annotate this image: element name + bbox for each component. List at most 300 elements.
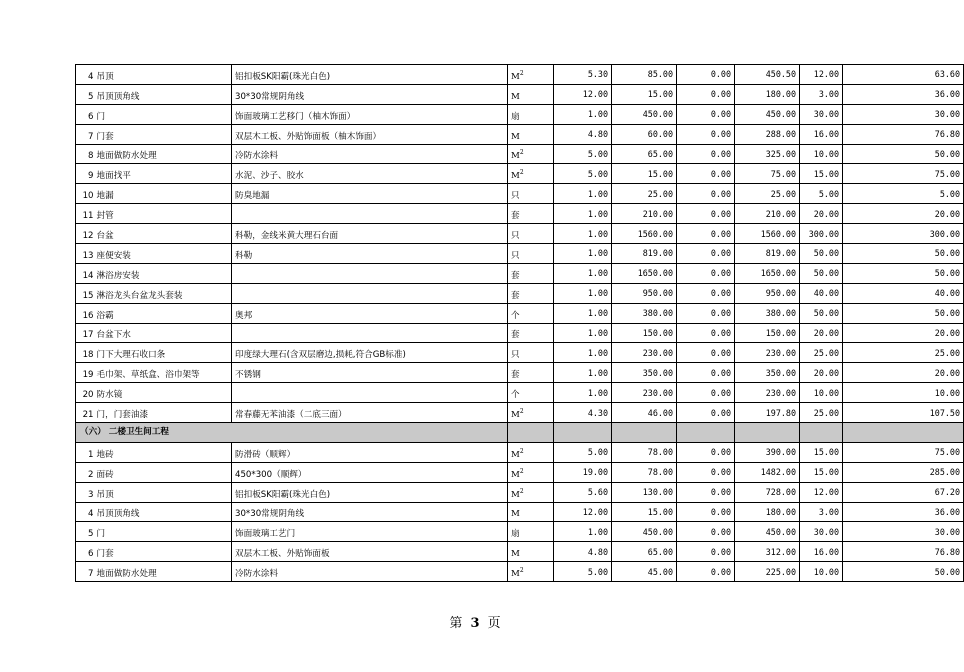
item-name: 淋浴龙头台盆龙头套装 [96,283,232,303]
labor-price: 50.00 [800,303,843,323]
item-unit [508,65,554,85]
item-name: 封管 [96,204,232,224]
auxiliary: 0.00 [677,303,735,323]
item-number: 6 [76,542,96,562]
quantity: 1.00 [554,244,612,264]
item-unit [508,144,554,164]
unit-price: 450.00 [612,104,677,124]
material-total: 230.00 [735,343,800,363]
unit-price: 45.00 [612,562,677,582]
labor-price: 30.00 [800,522,843,542]
labor-total: 50.00 [843,303,964,323]
material-total: 450.00 [735,522,800,542]
material-total: 390.00 [735,442,800,462]
labor-price: 16.00 [800,124,843,144]
unit-text: 只 [511,231,520,242]
table-row [76,104,964,124]
item-unit [508,482,554,502]
item-number: 5 [76,522,96,542]
auxiliary: 0.00 [677,462,735,482]
labor-price: 15.00 [800,462,843,482]
auxiliary: 0.00 [677,383,735,403]
item-unit [508,263,554,283]
unit-price: 25.00 [612,184,677,204]
item-unit [508,224,554,244]
auxiliary: 0.00 [677,244,735,264]
table-row [76,263,964,283]
table-row [76,283,964,303]
unit-price: 350.00 [612,363,677,383]
material-total: 325.00 [735,144,800,164]
quantity: 1.00 [554,204,612,224]
auxiliary: 0.00 [677,403,735,423]
item-name: 吊顶 [96,65,232,85]
auxiliary: 0.00 [677,343,735,363]
item-name: 地面找平 [96,164,232,184]
unit-price: 15.00 [612,84,677,104]
item-number: 9 [76,164,96,184]
material-total: 728.00 [735,482,800,502]
quantity: 1.00 [554,323,612,343]
quantity: 4.80 [554,542,612,562]
item-unit [508,542,554,562]
unit-text: M [511,569,520,580]
item-unit [508,164,554,184]
table-row [76,144,964,164]
item-unit [508,502,554,522]
unit-price: 78.00 [612,442,677,462]
labor-price: 10.00 [800,562,843,582]
labor-total: 63.60 [843,65,964,85]
quantity: 4.80 [554,124,612,144]
unit-superscript: 2 [519,567,524,575]
item-material: 冷防水涂料 [232,144,508,164]
page-prefix: 第 [449,616,463,631]
item-material: 印度绿大理石(含双层磨边,损耗,符合GB标准) [232,343,508,363]
item-material: 铝扣板SK阳霸(珠光白色) [232,65,508,85]
table-row [76,164,964,184]
quantity: 1.00 [554,224,612,244]
item-number: 21 [76,403,96,423]
unit-price: 85.00 [612,65,677,85]
table-row [76,124,964,144]
item-number: 18 [76,343,96,363]
unit-price: 1560.00 [612,224,677,244]
item-unit [508,343,554,363]
item-name: 地漏 [96,184,232,204]
labor-price: 50.00 [800,244,843,264]
unit-superscript: 2 [519,447,524,455]
quantity: 1.00 [554,104,612,124]
item-name: 门 [96,104,232,124]
quantity: 5.00 [554,562,612,582]
item-name: 门下大理石收口条 [96,343,232,363]
item-number: 20 [76,383,96,403]
unit-text: 套 [511,330,520,341]
item-material [232,383,508,403]
labor-total: 5.00 [843,184,964,204]
section-empty-cell [735,423,800,443]
auxiliary: 0.00 [677,283,735,303]
item-material: 不锈钢 [232,363,508,383]
item-name: 吊顶 [96,482,232,502]
unit-superscript: 2 [519,467,524,475]
table-row [76,442,964,462]
item-number: 10 [76,184,96,204]
item-unit [508,124,554,144]
unit-price: 65.00 [612,144,677,164]
material-total: 1560.00 [735,224,800,244]
labor-total: 76.80 [843,542,964,562]
item-unit [508,303,554,323]
unit-text: 套 [511,370,520,381]
item-material: 双层木工板、外贴饰面板 [232,542,508,562]
labor-total: 50.00 [843,263,964,283]
quantity: 1.00 [554,184,612,204]
labor-price: 15.00 [800,164,843,184]
item-number: 3 [76,482,96,502]
material-total: 180.00 [735,84,800,104]
item-name: 台盆 [96,224,232,244]
item-material: 饰面玻璃工艺移门（柚木饰面） [232,104,508,124]
quantity: 1.00 [554,343,612,363]
table-row [76,184,964,204]
quantity: 4.30 [554,403,612,423]
unit-text: 套 [511,290,520,301]
unit-price: 819.00 [612,244,677,264]
material-total: 75.00 [735,164,800,184]
labor-total: 50.00 [843,562,964,582]
labor-total: 30.00 [843,522,964,542]
labor-price: 300.00 [800,224,843,244]
item-name: 座便安装 [96,244,232,264]
quantity: 1.00 [554,303,612,323]
unit-superscript: 2 [519,169,524,177]
table-row [76,244,964,264]
section-header-row [76,423,964,443]
section-empty-cell [800,423,843,443]
item-number: 13 [76,244,96,264]
item-name: 门，门套油漆 [96,403,232,423]
labor-total: 67.20 [843,482,964,502]
unit-text: M [511,410,520,421]
material-total: 450.00 [735,104,800,124]
quantity: 5.60 [554,482,612,502]
quantity: 12.00 [554,84,612,104]
unit-price: 230.00 [612,383,677,403]
material-total: 312.00 [735,542,800,562]
labor-total: 20.00 [843,204,964,224]
item-unit [508,462,554,482]
labor-price: 16.00 [800,542,843,562]
section-title: （六） 二楼卫生间工程 [76,423,508,443]
item-name: 吊顶顶角线 [96,502,232,522]
item-name: 地面做防水处理 [96,562,232,582]
unit-text: M [511,489,520,500]
table-row [76,462,964,482]
table-row [76,383,964,403]
table-row [76,224,964,244]
table-row [76,542,964,562]
auxiliary: 0.00 [677,124,735,144]
unit-text: M [511,71,520,82]
table-row [76,323,964,343]
quantity: 1.00 [554,283,612,303]
table-row [76,303,964,323]
unit-text: 个 [511,310,520,321]
unit-price: 46.00 [612,403,677,423]
item-name: 门套 [96,542,232,562]
item-unit [508,184,554,204]
unit-price: 65.00 [612,542,677,562]
material-total: 950.00 [735,283,800,303]
unit-price: 380.00 [612,303,677,323]
quantity: 1.00 [554,522,612,542]
item-name: 门 [96,522,232,542]
labor-total: 20.00 [843,363,964,383]
item-number: 6 [76,104,96,124]
material-total: 288.00 [735,124,800,144]
item-unit [508,244,554,264]
item-number: 2 [76,462,96,482]
section-empty-cell [677,423,735,443]
unit-text: M [511,509,520,520]
quantity: 5.00 [554,164,612,184]
labor-total: 75.00 [843,442,964,462]
unit-text: M [511,151,520,162]
item-material: 水泥、沙子、胶水 [232,164,508,184]
quantity: 5.30 [554,65,612,85]
auxiliary: 0.00 [677,104,735,124]
quantity: 5.00 [554,144,612,164]
item-material: 常春藤无苯油漆（二底三面） [232,403,508,423]
auxiliary: 0.00 [677,522,735,542]
labor-price: 30.00 [800,104,843,124]
item-material: 防臭地漏 [232,184,508,204]
auxiliary: 0.00 [677,323,735,343]
unit-text: 扇 [511,111,520,122]
auxiliary: 0.00 [677,84,735,104]
item-name: 吊顶顶角线 [96,84,232,104]
item-number: 16 [76,303,96,323]
auxiliary: 0.00 [677,502,735,522]
item-name: 地砖 [96,442,232,462]
labor-price: 3.00 [800,502,843,522]
item-number: 17 [76,323,96,343]
item-number: 4 [76,65,96,85]
unit-superscript: 2 [519,487,524,495]
item-number: 8 [76,144,96,164]
quantity: 1.00 [554,263,612,283]
item-material: 铝扣板SK阳霸(珠光白色) [232,482,508,502]
item-unit [508,104,554,124]
item-unit [508,204,554,224]
item-name: 台盆下水 [96,323,232,343]
table-row [76,204,964,224]
item-material [232,323,508,343]
item-number: 7 [76,562,96,582]
unit-superscript: 2 [519,408,524,416]
labor-total: 10.00 [843,383,964,403]
unit-text: M [511,449,520,460]
unit-superscript: 2 [519,69,524,77]
quantity: 19.00 [554,462,612,482]
unit-price: 60.00 [612,124,677,144]
unit-price: 450.00 [612,522,677,542]
item-material: 冷防水涂料 [232,562,508,582]
auxiliary: 0.00 [677,442,735,462]
page-suffix: 页 [487,616,501,631]
item-name: 地面做防水处理 [96,144,232,164]
section-empty-cell [508,423,554,443]
material-total: 230.00 [735,383,800,403]
item-unit [508,562,554,582]
material-total: 150.00 [735,323,800,343]
table-row [76,343,964,363]
quote-table [75,64,964,582]
item-material [232,204,508,224]
auxiliary: 0.00 [677,204,735,224]
item-number: 14 [76,263,96,283]
table-row [76,363,964,383]
labor-total: 36.00 [843,502,964,522]
unit-text: 套 [511,211,520,222]
item-unit [508,363,554,383]
table-row [76,403,964,423]
unit-text: 只 [511,250,520,261]
labor-total: 36.00 [843,84,964,104]
item-number: 19 [76,363,96,383]
labor-price: 20.00 [800,204,843,224]
table-row [76,482,964,502]
material-total: 450.50 [735,65,800,85]
unit-price: 210.00 [612,204,677,224]
auxiliary: 0.00 [677,224,735,244]
page-footer [0,612,950,631]
unit-price: 150.00 [612,323,677,343]
item-unit [508,283,554,303]
auxiliary: 0.00 [677,164,735,184]
labor-price: 25.00 [800,403,843,423]
material-total: 380.00 [735,303,800,323]
item-material: 奥邦 [232,303,508,323]
item-material: 科勒，金线米黄大理石台面 [232,224,508,244]
table-row [76,562,964,582]
table-row [76,522,964,542]
labor-total: 30.00 [843,104,964,124]
labor-price: 10.00 [800,383,843,403]
section-empty-cell [612,423,677,443]
item-name: 面砖 [96,462,232,482]
labor-price: 12.00 [800,65,843,85]
auxiliary: 0.00 [677,542,735,562]
auxiliary: 0.00 [677,363,735,383]
item-material: 450*300（顺辉） [232,462,508,482]
item-unit [508,323,554,343]
item-name: 淋浴房安装 [96,263,232,283]
labor-total: 50.00 [843,144,964,164]
unit-text: 只 [511,350,520,361]
table-row [76,502,964,522]
labor-price: 40.00 [800,283,843,303]
item-unit [508,383,554,403]
item-unit [508,522,554,542]
item-number: 4 [76,502,96,522]
item-number: 7 [76,124,96,144]
unit-text: M [511,171,520,182]
table-row [76,65,964,85]
unit-text: M [511,131,520,142]
labor-total: 50.00 [843,244,964,264]
labor-total: 25.00 [843,343,964,363]
item-unit [508,442,554,462]
unit-price: 130.00 [612,482,677,502]
material-total: 1650.00 [735,263,800,283]
material-total: 819.00 [735,244,800,264]
material-total: 1482.00 [735,462,800,482]
material-total: 225.00 [735,562,800,582]
auxiliary: 0.00 [677,184,735,204]
item-number: 15 [76,283,96,303]
labor-price: 15.00 [800,442,843,462]
item-material [232,283,508,303]
item-number: 5 [76,84,96,104]
item-number: 12 [76,224,96,244]
unit-price: 15.00 [612,502,677,522]
item-name: 门套 [96,124,232,144]
labor-price: 20.00 [800,363,843,383]
labor-total: 40.00 [843,283,964,303]
labor-price: 5.00 [800,184,843,204]
page-number: 3 [470,616,480,631]
quantity: 1.00 [554,363,612,383]
item-name: 防水镜 [96,383,232,403]
unit-text: 个 [511,390,520,401]
section-empty-cell [554,423,612,443]
item-material: 防滑砖（顺辉） [232,442,508,462]
unit-text: 只 [511,191,520,202]
unit-price: 1650.00 [612,263,677,283]
material-total: 25.00 [735,184,800,204]
labor-price: 50.00 [800,263,843,283]
unit-price: 15.00 [612,164,677,184]
unit-text: M [511,549,520,560]
labor-price: 10.00 [800,144,843,164]
auxiliary: 0.00 [677,144,735,164]
unit-superscript: 2 [519,149,524,157]
item-material: 双层木工板、外贴饰面板（柚木饰面） [232,124,508,144]
quantity: 1.00 [554,383,612,403]
item-material: 饰面玻璃工艺门 [232,522,508,542]
item-unit [508,403,554,423]
labor-total: 20.00 [843,323,964,343]
item-name: 毛巾架、草纸盒、浴巾架等 [96,363,232,383]
unit-text: 扇 [511,529,520,540]
item-material: 30*30常规阴角线 [232,84,508,104]
auxiliary: 0.00 [677,263,735,283]
labor-total: 75.00 [843,164,964,184]
quantity: 5.00 [554,442,612,462]
section-empty-cell [843,423,964,443]
item-material: 科勒 [232,244,508,264]
unit-price: 230.00 [612,343,677,363]
auxiliary: 0.00 [677,65,735,85]
labor-total: 76.80 [843,124,964,144]
table-row [76,84,964,104]
item-name: 浴霸 [96,303,232,323]
material-total: 197.80 [735,403,800,423]
item-number: 1 [76,442,96,462]
